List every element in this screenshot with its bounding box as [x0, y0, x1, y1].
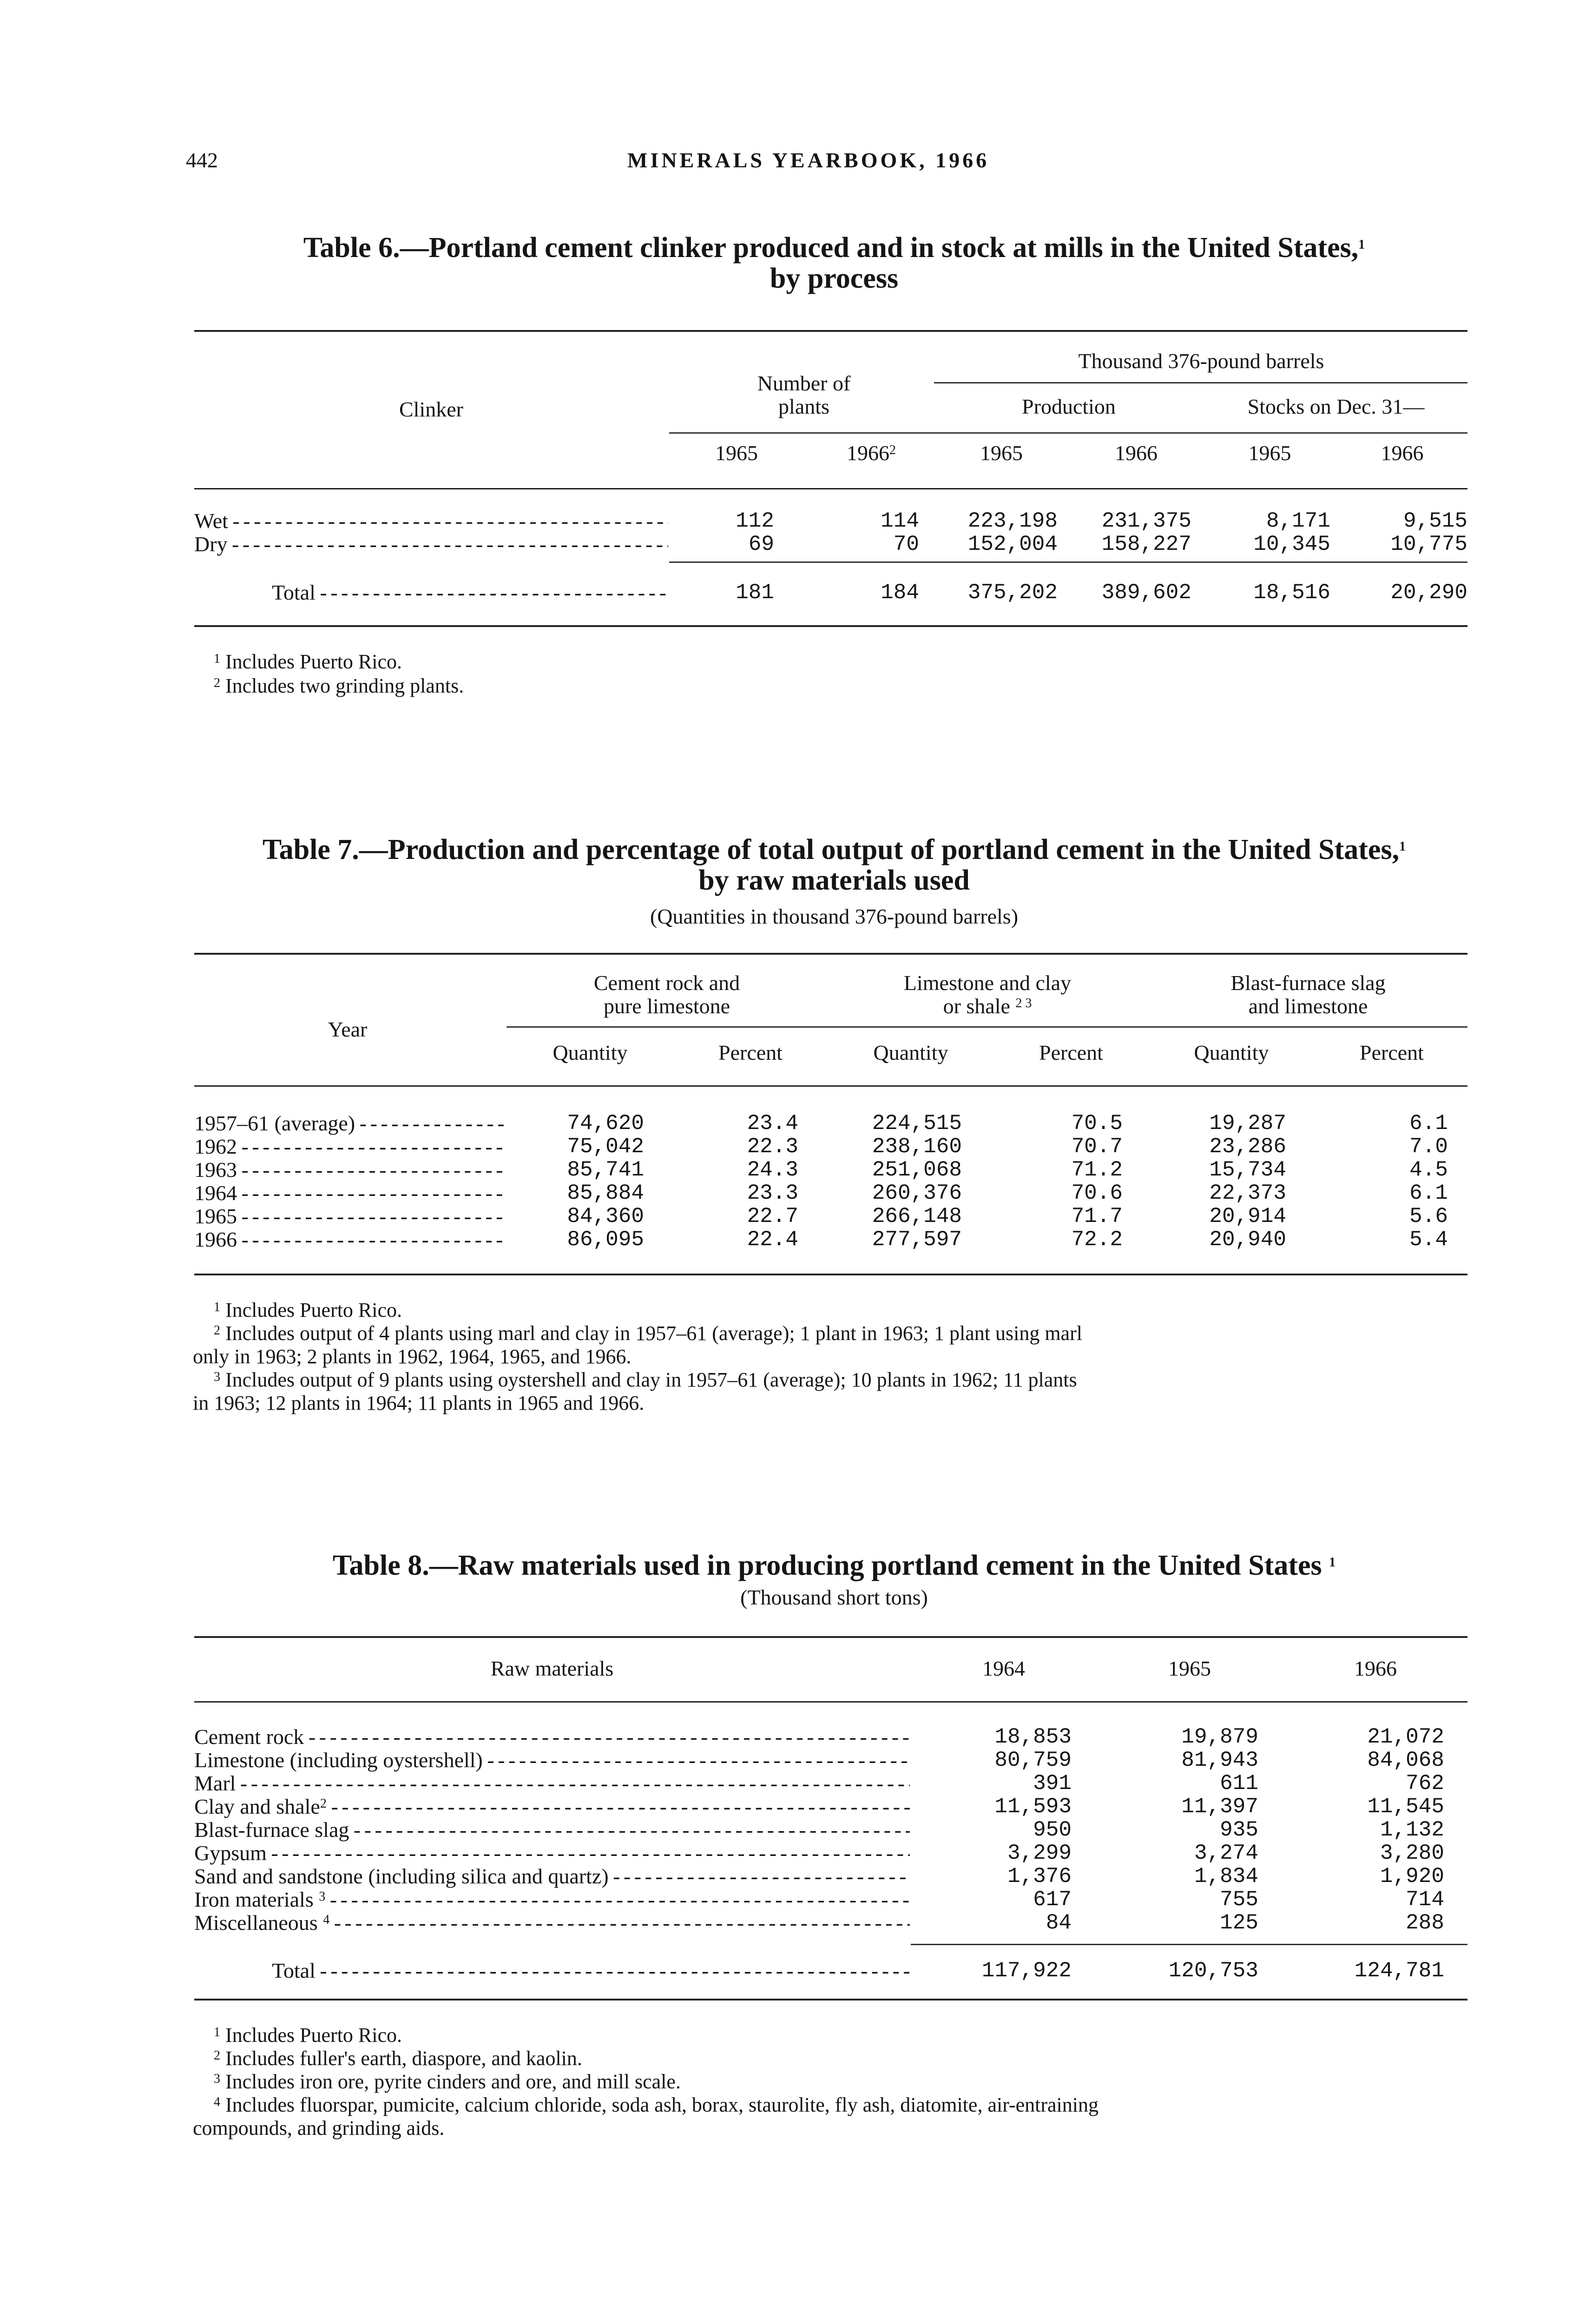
- cell: 112: [736, 509, 774, 533]
- year-head-label: 1966: [847, 441, 889, 465]
- row-label: 1966 - - -: [194, 1228, 506, 1251]
- row-label: [194, 1865, 910, 1888]
- cell: 288: [1406, 1911, 1444, 1935]
- table-7-subtitle: (Quantities in thousand 376-pound barrels): [650, 905, 1019, 928]
- footnote-mark: 2: [214, 676, 220, 690]
- cell: 86,095: [567, 1228, 644, 1252]
- cell: 70.6: [1071, 1181, 1123, 1205]
- year-head: 1966: [1354, 1657, 1397, 1680]
- stub-head: Raw materials: [490, 1657, 614, 1680]
- cell: 3,299: [1007, 1841, 1072, 1865]
- footnote-mark: 3: [214, 1370, 220, 1384]
- cell: 223,198: [967, 509, 1058, 533]
- table-6-title: [191, 232, 1478, 294]
- cell: 70: [893, 532, 919, 556]
- footnote-mark: 1: [214, 652, 220, 666]
- group-head-line-2: pure limestone: [603, 994, 730, 1018]
- footnote-text: Includes Puerto Rico.: [225, 1299, 402, 1321]
- top-rule: [194, 330, 1467, 332]
- footnote-text: Includes two grinding plants.: [225, 674, 464, 697]
- cell: 23.3: [747, 1181, 798, 1205]
- table-7-title-line-2: by raw materials used: [698, 865, 970, 896]
- cell: 375,202: [967, 581, 1058, 605]
- row-label: [194, 1818, 910, 1842]
- footnote-ref: 1: [1358, 238, 1365, 252]
- cell: 11,545: [1367, 1795, 1444, 1819]
- cell: 266,148: [872, 1204, 962, 1228]
- bottom-rule: [194, 1274, 1467, 1275]
- group-head-line-2: and limestone: [1248, 994, 1368, 1018]
- footnote-ref: 4: [323, 1913, 330, 1927]
- footnote: [214, 651, 402, 673]
- cell: 19,879: [1181, 1725, 1258, 1749]
- head-rule: [194, 1701, 1467, 1703]
- cell: 6.1: [1409, 1181, 1448, 1205]
- footnote-ref: 3: [319, 1889, 326, 1904]
- footnote-continuation: in 1963; 12 plants in 1964; 11 plants in 1965 and 1966.: [193, 1392, 645, 1414]
- bottom-rule: [194, 1999, 1467, 2000]
- cell: 18,853: [994, 1725, 1072, 1749]
- row-label: [194, 1888, 910, 1911]
- cell: 1,132: [1380, 1818, 1444, 1842]
- cell: 950: [1033, 1818, 1072, 1842]
- footnote-text: Includes fuller's earth, diaspore, and kaolin.: [225, 2047, 582, 2070]
- group-head: Thousand 376-pound barrels: [1078, 349, 1324, 373]
- cell: 1,920: [1380, 1864, 1444, 1888]
- group-head: [1148, 971, 1468, 1018]
- row-label: [194, 1911, 910, 1934]
- year-head: 1965: [1168, 1657, 1211, 1680]
- cell: 22.4: [747, 1228, 798, 1252]
- table-8-title-text: Table 8.—Raw materials used in producing portland cement in the United States: [332, 1550, 1322, 1581]
- cell: 10,345: [1253, 532, 1330, 556]
- footnote: [214, 2024, 402, 2047]
- footnote-mark: 4: [214, 2095, 220, 2109]
- table-7-title-line-1: Table 7.—Production and percentage of total output of portland cement in the United States,: [262, 834, 1400, 865]
- footnote: [214, 1299, 402, 1321]
- cell: 114: [881, 509, 919, 533]
- cell: 19,287: [1209, 1111, 1286, 1136]
- cell: 11,593: [994, 1795, 1072, 1819]
- year-head: 1965: [980, 441, 1023, 465]
- cell: 184: [881, 581, 919, 605]
- footnote-ref: 2: [320, 1796, 327, 1811]
- row-label: 1963 - - -: [194, 1158, 506, 1182]
- cell: 75,042: [567, 1135, 644, 1159]
- row-label: 1964 - - -: [194, 1182, 506, 1205]
- cell: 1,834: [1194, 1864, 1258, 1888]
- row-label-text: Blast-furnace slag: [194, 1818, 349, 1842]
- running-head: MINERALS YEARBOOK, 1966: [627, 148, 990, 172]
- cell: 611: [1220, 1771, 1258, 1796]
- plants-head-line-2: plants: [778, 395, 829, 418]
- row-label-text: Clay and shale: [194, 1795, 320, 1818]
- cell: 224,515: [872, 1111, 962, 1136]
- top-rule: [194, 1636, 1467, 1638]
- cell: 120,753: [1168, 1959, 1258, 1983]
- footnote-mark: 1: [214, 2025, 220, 2040]
- footnote-text: Includes output of 4 plants using marl and clay in 1957–61 (average); 1 plant in 1963; 1 plant using marl: [225, 1322, 1082, 1345]
- row-label: Total - - -: [272, 1959, 910, 1982]
- footnote: [214, 2094, 1099, 2116]
- cell: 617: [1033, 1888, 1072, 1912]
- cell: 8,171: [1266, 509, 1330, 533]
- page-number: 442: [186, 148, 218, 172]
- footnote-ref: 2 3: [1015, 996, 1032, 1010]
- footnote-text: Includes Puerto Rico.: [225, 650, 402, 673]
- group-head: [827, 971, 1148, 1018]
- cell: 18,516: [1253, 581, 1330, 605]
- cell: 70.5: [1071, 1111, 1123, 1136]
- year-rule: [669, 432, 1467, 434]
- group-head-line-1: Blast-furnace slag: [1230, 971, 1386, 995]
- cell: 7.0: [1409, 1135, 1448, 1159]
- footnote: [214, 2071, 681, 2093]
- group-rule: [934, 382, 1467, 383]
- row-label-text: Cement rock: [194, 1725, 304, 1749]
- head-rule: [194, 488, 1467, 489]
- year-head: 1965: [715, 441, 758, 465]
- cell: 6.1: [1409, 1111, 1448, 1136]
- cell: 69: [748, 532, 774, 556]
- cell: 158,227: [1101, 532, 1191, 556]
- table-6-title-line-2: by process: [770, 263, 899, 294]
- cell: 277,597: [872, 1228, 962, 1252]
- quantity-head: Quantity: [873, 1041, 948, 1064]
- table-8-title: [191, 1550, 1478, 1581]
- year-head: [804, 442, 939, 465]
- footnote-continuation: only in 1963; 2 plants in 1962, 1964, 1965, and 1966.: [193, 1345, 632, 1368]
- cell: 238,160: [872, 1135, 962, 1159]
- footnote: [214, 1369, 1077, 1391]
- cell: 3,274: [1194, 1841, 1258, 1865]
- cell: 1,376: [1007, 1864, 1072, 1888]
- cell: 714: [1406, 1888, 1444, 1912]
- row-label: Total - - -: [272, 581, 668, 604]
- stub-head: Year: [328, 1017, 368, 1041]
- cell: 152,004: [967, 532, 1058, 556]
- head-rule: [194, 1085, 1467, 1087]
- cell: 251,068: [872, 1158, 962, 1182]
- cell: 125: [1220, 1911, 1258, 1935]
- footnote-mark: 2: [214, 2048, 220, 2063]
- cell: 71.7: [1071, 1204, 1123, 1228]
- percent-head: Percent: [1360, 1041, 1424, 1064]
- cell: 181: [736, 581, 774, 605]
- cell: 85,741: [567, 1158, 644, 1182]
- group-rule: [507, 1026, 1467, 1028]
- group-head-line-1: Cement rock and: [593, 971, 740, 995]
- cell: 755: [1220, 1888, 1258, 1912]
- table-6-title-line-1: Table 6.—Portland cement clinker produced and in stock at mills in the United States,: [303, 232, 1359, 264]
- top-rule: [194, 953, 1467, 955]
- cell: 935: [1220, 1818, 1258, 1842]
- cell: 117,922: [981, 1959, 1072, 1983]
- row-label: Dry - - -: [194, 533, 668, 556]
- cell: 4.5: [1409, 1158, 1448, 1182]
- total-rule: [669, 561, 1467, 563]
- cell: 260,376: [872, 1181, 962, 1205]
- footnote-ref: 1: [1329, 1555, 1336, 1570]
- cell: 84,068: [1367, 1748, 1444, 1772]
- cell: 20,914: [1209, 1204, 1286, 1228]
- year-head: 1966: [1115, 441, 1158, 465]
- footnote-text: Includes output of 9 plants using oystershell and clay in 1957–61 (average); 10 plants in 1962; 11 plants: [225, 1368, 1077, 1391]
- cell: 23.4: [747, 1111, 798, 1136]
- footnote-mark: 1: [214, 1300, 220, 1314]
- row-label-text: Limestone (including oystershell): [194, 1749, 483, 1772]
- footnote: [214, 2047, 582, 2070]
- cell: 22.3: [747, 1135, 798, 1159]
- bottom-rule: [194, 625, 1467, 627]
- cell: 85,884: [567, 1181, 644, 1205]
- table-8-subtitle: (Thousand short tons): [740, 1585, 928, 1609]
- cell: 22.7: [747, 1204, 798, 1228]
- row-label: [194, 1749, 910, 1772]
- row-label: Wet - - -: [194, 509, 668, 533]
- stub-head: Clinker: [399, 397, 463, 421]
- quantity-head: Quantity: [553, 1041, 628, 1064]
- cell: 23,286: [1209, 1135, 1286, 1159]
- year-head: 1966: [1381, 441, 1424, 465]
- year-head: 1965: [1248, 441, 1291, 465]
- cell: 22,373: [1209, 1181, 1286, 1205]
- cell: 84,360: [567, 1204, 644, 1228]
- cell: 11,397: [1181, 1795, 1258, 1819]
- cell: 9,515: [1403, 509, 1467, 533]
- footnote-text: Includes fluorspar, pumicite, calcium chloride, soda ash, borax, staurolite, fly ash, diatomite, air-entraining: [225, 2093, 1099, 2116]
- row-label: [194, 1842, 910, 1865]
- row-label-text: Sand and sandstone (including silica and quartz): [194, 1865, 609, 1888]
- footnote-ref: 2: [889, 443, 896, 457]
- cell: 5.6: [1409, 1204, 1448, 1228]
- footnote-mark: 3: [214, 2072, 220, 2086]
- plants-head: [669, 372, 939, 418]
- cell: 84: [1046, 1911, 1072, 1935]
- cell: 3,280: [1380, 1841, 1444, 1865]
- group-head-line-2: or shale: [943, 994, 1010, 1018]
- footnote: [214, 675, 464, 697]
- percent-head: Percent: [718, 1041, 783, 1064]
- row-label: [194, 1795, 910, 1818]
- quantity-head: Quantity: [1194, 1041, 1269, 1064]
- row-label-text: Marl: [194, 1772, 236, 1795]
- cell: 20,290: [1390, 581, 1467, 605]
- footnote-mark: 2: [214, 1323, 220, 1338]
- group-head-line-1: Limestone and clay: [903, 971, 1072, 995]
- cell: 124,781: [1354, 1959, 1444, 1983]
- footnote-text: Includes Puerto Rico.: [225, 2024, 402, 2047]
- footnote-text: Includes iron ore, pyrite cinders and ore, and mill scale.: [225, 2070, 681, 2093]
- cell: 24.3: [747, 1158, 798, 1182]
- cell: 20,940: [1209, 1228, 1286, 1252]
- row-label: [194, 1725, 910, 1749]
- cell: 72.2: [1071, 1228, 1123, 1252]
- percent-head: Percent: [1039, 1041, 1103, 1064]
- footnote-continuation: compounds, and grinding aids.: [193, 2117, 445, 2139]
- cell: 81,943: [1181, 1748, 1258, 1772]
- cell: 80,759: [994, 1748, 1072, 1772]
- cell: 71.2: [1071, 1158, 1123, 1182]
- cell: 21,072: [1367, 1725, 1444, 1749]
- cell: 15,734: [1209, 1158, 1286, 1182]
- table-7-title: [191, 834, 1478, 896]
- row-label: [194, 1772, 910, 1795]
- row-label-text: Iron materials: [194, 1888, 314, 1911]
- stocks-head: Stocks on Dec. 31—: [1247, 395, 1425, 418]
- row-label: 1965 - - -: [194, 1205, 506, 1228]
- cell: 70.7: [1071, 1135, 1123, 1159]
- footnote-ref: 1: [1399, 839, 1406, 854]
- cell: 762: [1406, 1771, 1444, 1796]
- cell: 10,775: [1390, 532, 1467, 556]
- row-label: 1957–61 (average) - - -: [194, 1112, 506, 1135]
- row-label-text: Gypsum: [194, 1842, 267, 1865]
- total-rule: [911, 1944, 1467, 1945]
- cell: 389,602: [1101, 581, 1191, 605]
- row-label: 1962 - - -: [194, 1135, 506, 1158]
- cell: 74,620: [567, 1111, 644, 1136]
- cell: 231,375: [1101, 509, 1191, 533]
- cell: 391: [1033, 1771, 1072, 1796]
- cell: 5.4: [1409, 1228, 1448, 1252]
- year-head: 1964: [982, 1657, 1025, 1680]
- footnote: [214, 1322, 1082, 1345]
- production-head: Production: [1022, 395, 1116, 418]
- group-head: [507, 971, 827, 1018]
- plants-head-line-1: Number of: [757, 371, 851, 395]
- row-label-text: Miscellaneous: [194, 1911, 318, 1934]
